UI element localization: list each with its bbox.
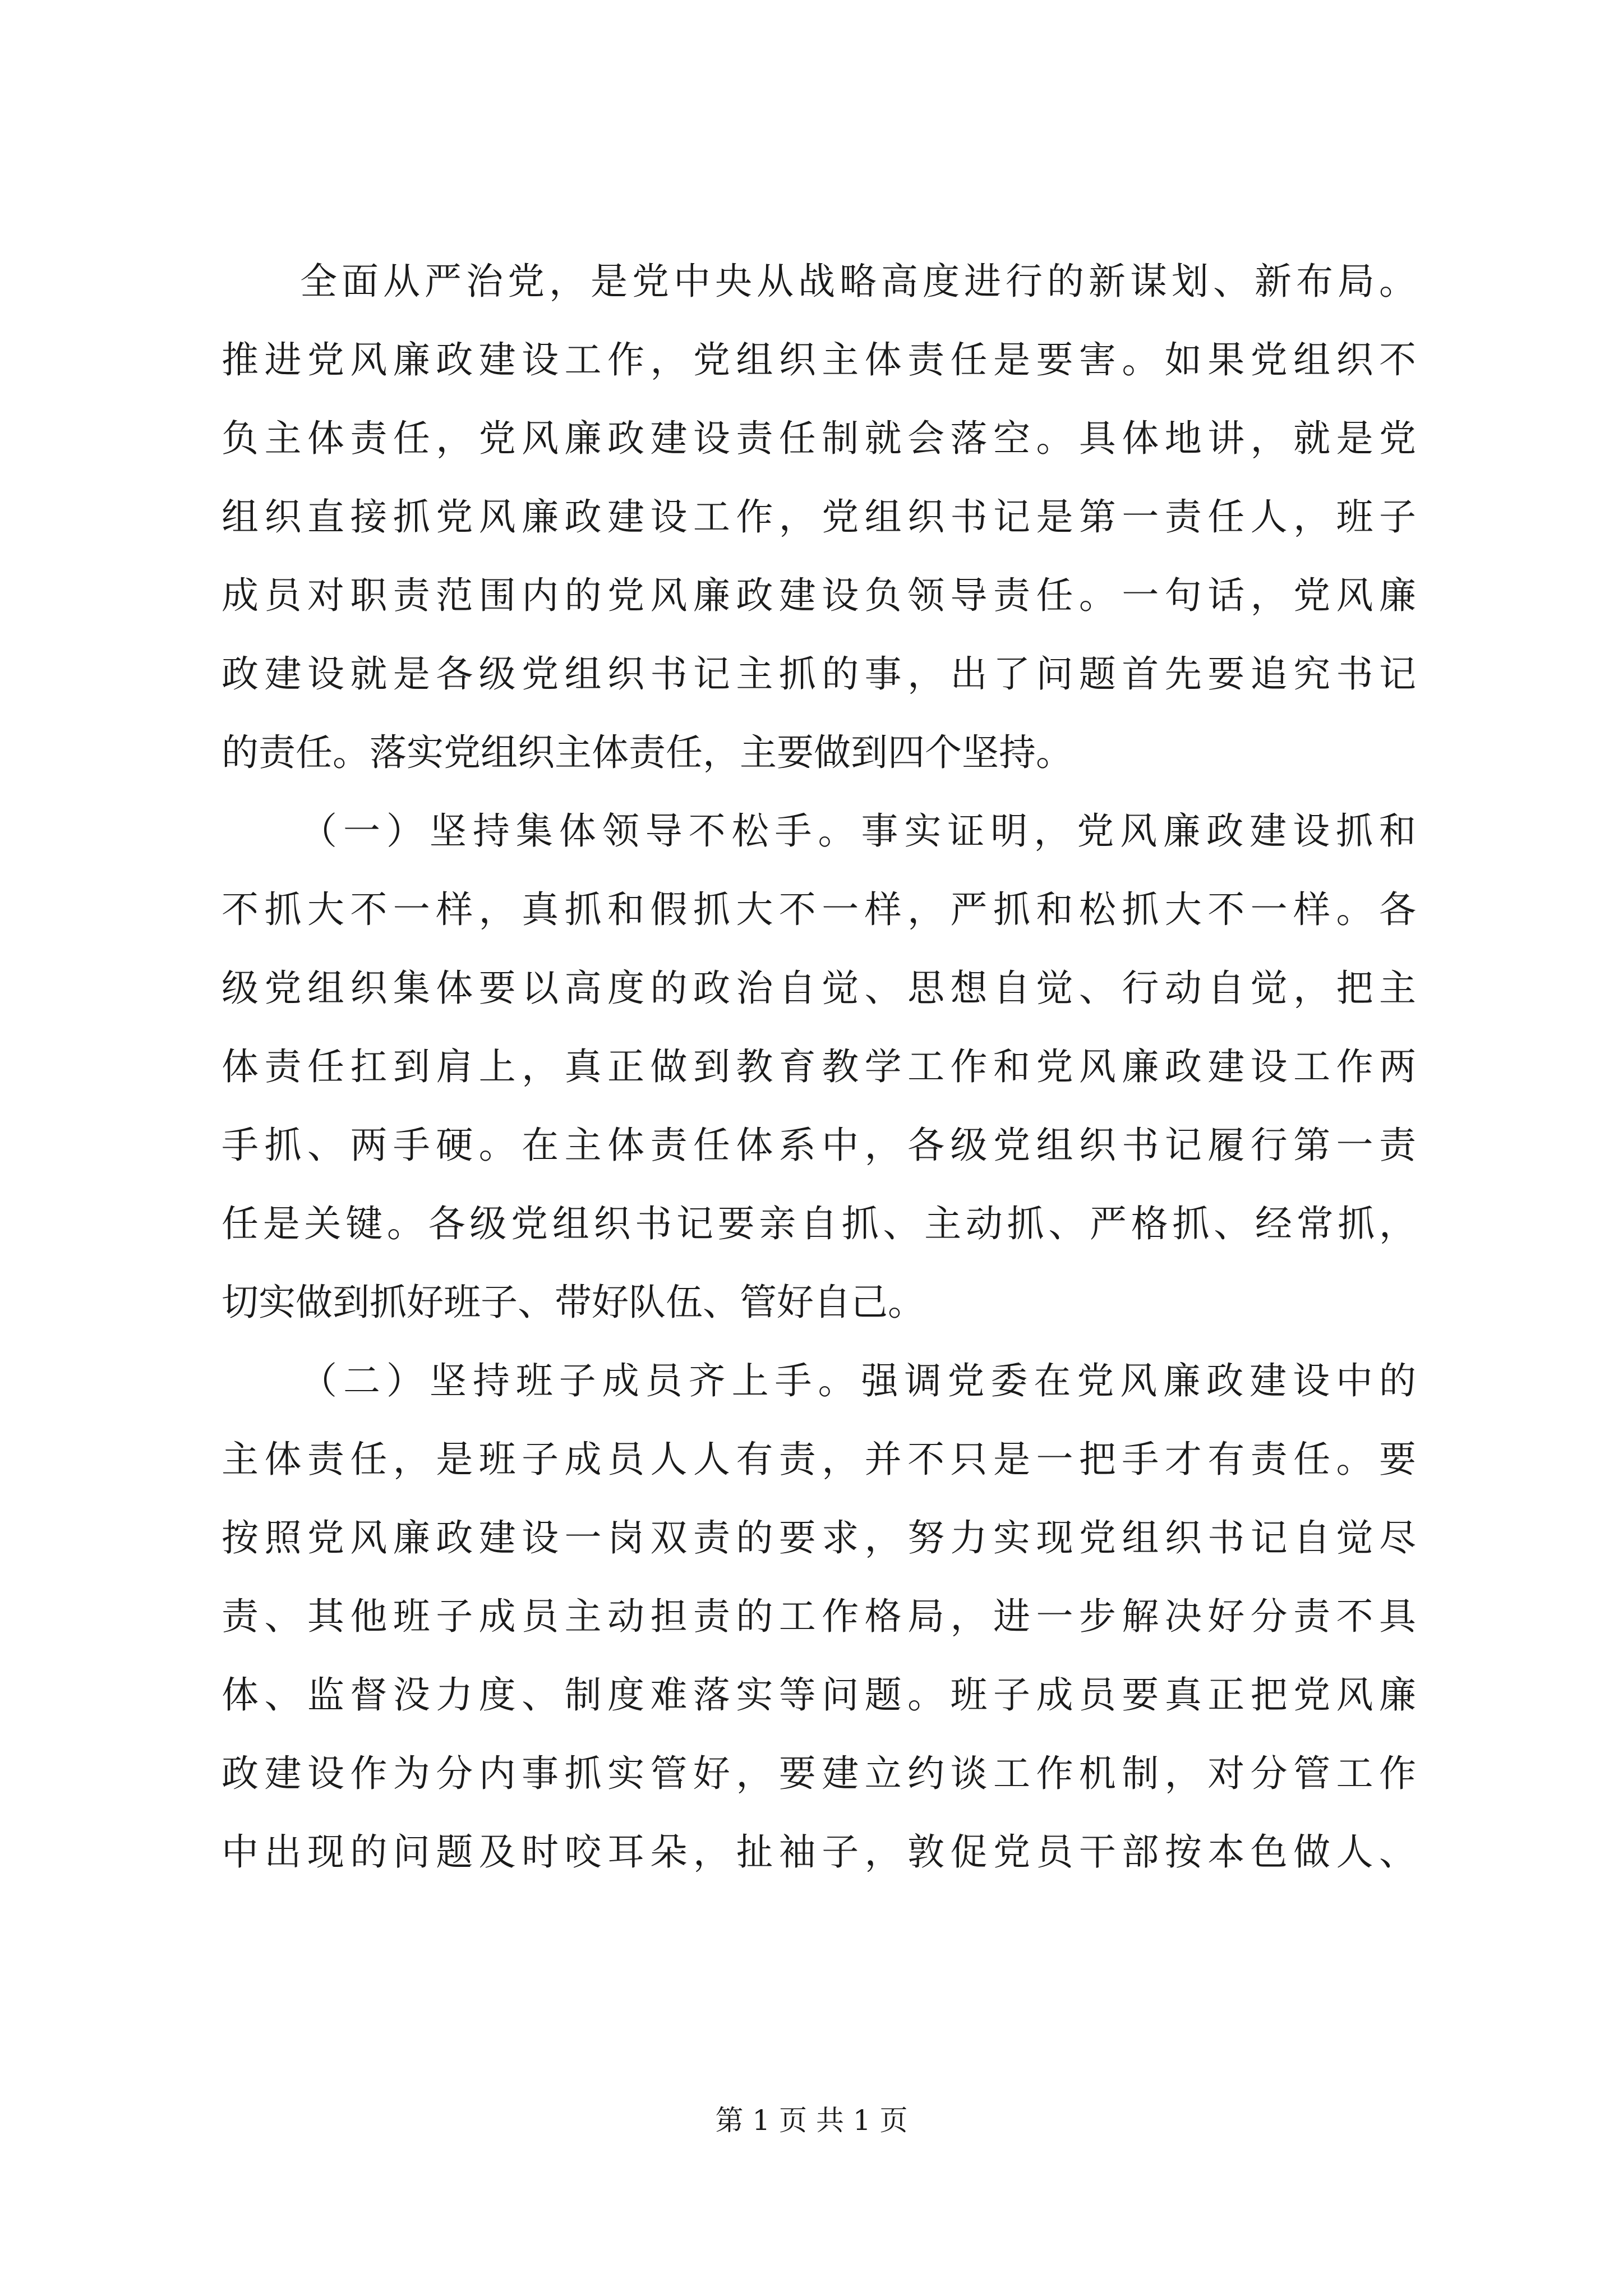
document-body [222, 242, 1416, 1892]
text-line: 任是关键。各级党组织书记要亲自抓、主动抓、严格抓、经常抓， [222, 1202, 1416, 1245]
text-line: 切实做到抓好班子、带好队伍、管好自己。 [222, 1281, 925, 1324]
text-line: 政建设就是各级党组织书记主抓的事，出了问题首先要追究书记 [222, 652, 1416, 696]
text-line: 中出现的问题及时咬耳朵，扯袖子，敦促党员干部按本色做人、 [222, 1830, 1416, 1874]
text-line: 手抓、两手硬。在主体责任体系中，各级党组织书记履行第一责 [222, 1124, 1416, 1167]
text-line: 负主体责任，党风廉政建设责任制就会落空。具体地讲，就是党 [222, 417, 1416, 460]
text-line: 全面从严治党，是党中央从战略高度进行的新谋划、新布局。 [300, 260, 1416, 303]
text-line: 责、其他班子成员主动担责的工作格局，进一步解决好分责不具 [222, 1595, 1416, 1638]
text-line: 级党组织集体要以高度的政治自觉、思想自觉、行动自觉，把主 [222, 967, 1416, 1010]
text-line: 组织直接抓党风廉政建设工作，党组织书记是第一责任人，班子 [222, 495, 1416, 539]
text-line: （一）坚持集体领导不松手。事实证明，党风廉政建设抓和 [300, 809, 1416, 853]
text-line: 体、监督没力度、制度难落实等问题。班子成员要真正把党风廉 [222, 1673, 1416, 1717]
text-line: 主体责任，是班子成员人人有责，并不只是一把手才有责任。要 [222, 1438, 1416, 1481]
page-number: 第 1 页 共 1 页 [715, 2104, 908, 2137]
text-line: 按照党风廉政建设一岗双责的要求，努力实现党组织书记自觉尽 [222, 1516, 1416, 1559]
text-line: 推进党风廉政建设工作，党组织主体责任是要害。如果党组织不 [222, 338, 1416, 381]
text-line: 的责任。落实党组织主体责任，主要做到四个坚持。 [222, 731, 1073, 774]
text-line: 政建设作为分内事抓实管好，要建立约谈工作机制，对分管工作 [222, 1752, 1416, 1795]
text-line: 成员对职责范围内的党风廉政建设负领导责任。一句话，党风廉 [222, 574, 1416, 617]
page-footer [0, 2101, 1623, 2140]
text-line: （二）坚持班子成员齐上手。强调党委在党风廉政建设中的 [300, 1359, 1416, 1402]
text-line: 体责任扛到肩上，真正做到教育教学工作和党风廉政建设工作两 [222, 1045, 1416, 1088]
text-line: 不抓大不一样，真抓和假抓大不一样，严抓和松抓大不一样。各 [222, 888, 1416, 931]
